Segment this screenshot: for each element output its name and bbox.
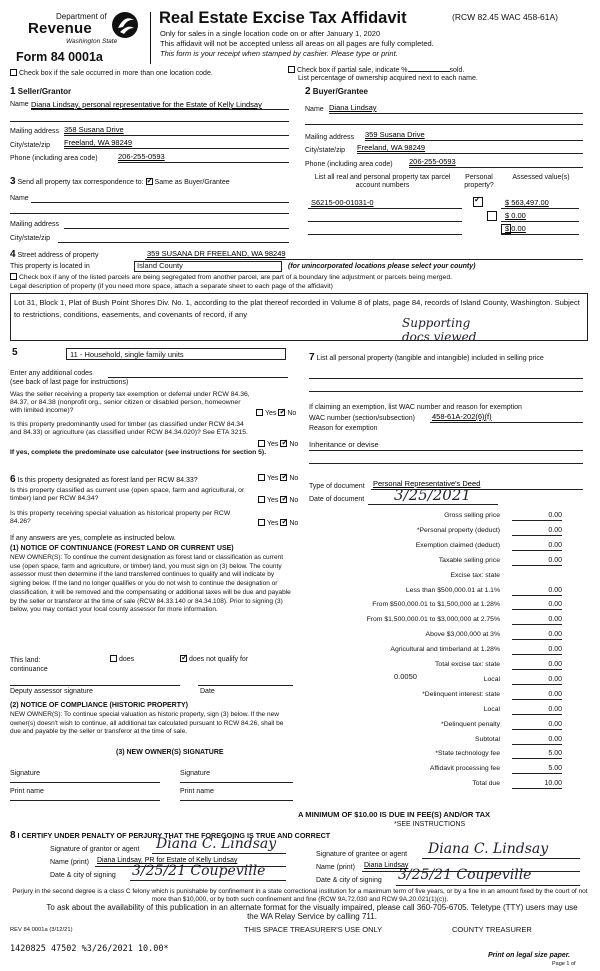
cashier-stamp: 1420825 47502 %3/26/2021 10.00* [10,944,169,954]
buyer-city-label: City/state/zip [305,147,346,154]
grantee-name-field[interactable]: Diana Lindsay [364,862,409,869]
exemption-yes-no[interactable]: Yes ✓ No [256,409,296,418]
same-as-buyer-checkbox[interactable] [146,178,153,185]
seller-city-field[interactable]: Freeland, WA 98249 [64,138,133,147]
exemption-yes-checkbox[interactable] [256,409,263,416]
document-type-label: Type of document [309,483,365,490]
section3-city-label: City/state/zip [10,235,51,242]
grantor-signature[interactable]: Diana C. Lindsay [156,836,277,852]
forest-yes-checkbox[interactable] [258,474,265,481]
section8-certify: 8 I CERTIFY UNDER PENALTY OF PERJURY THAT THE FOREGOING IS TRUE AND CORRECT [10,830,331,841]
tax-row-label: *Delinquent penalty [441,720,500,728]
grantor-date-city[interactable]: 3/25/21 Coupeville [132,863,266,879]
grantor-name-label: Name (print) [50,859,89,866]
reason-label: Reason for exemption [309,425,378,432]
personal-property-checkbox-2[interactable] [487,211,497,221]
tax-row-label: From $1,500,000.01 to $3,000,000 at 2.75% [366,616,500,624]
tax-row-value[interactable]: 0.00 [512,736,562,745]
section3-heading: 3 Send all property tax correspondence to: ✓ Same as Buyer/Grantee [10,176,230,188]
document-type-field[interactable]: Personal Representative's Deed [373,479,481,488]
grantee-name-label: Name (print) [316,864,355,871]
assessed-value-header: Assessed value(s) [512,174,570,181]
header-line-3: This form is your receipt when stamped by cashier. Please type or print. [160,49,398,58]
minimum-due-note: A MINIMUM OF $10.00 IS DUE IN FEE(S) AND/OR TAX [298,810,491,819]
new-owner-signature-title: (3) NEW OWNER(S) SIGNATURE [116,749,224,756]
seller-phone-label: Phone (including area code) [10,155,98,162]
notice-continuance-title: (1) NOTICE OF CONTINUANCE (FOREST LAND OR CURRENT USE) [10,545,234,552]
legal-description-label: Legal description of property (if you need more space, attach a separate sheet to each page of the affidavit) [10,283,333,290]
county-treasurer-label: COUNTY TREASURER [452,925,532,934]
forest-no-checkbox[interactable] [280,474,287,481]
tax-row-value[interactable]: 10.00 [512,780,562,789]
tax-row-label: Exemption claimed (deduct) [415,541,500,549]
tax-row [262,691,562,701]
reason-field[interactable]: Inheritance or devise [309,440,379,449]
historic-question: Is this property receiving special valuation as historical property per RCW 84.26? [10,510,231,525]
tax-row-value[interactable]: 0.00 [512,527,562,536]
land-does-option[interactable]: does [110,655,134,664]
deputy-date-label: Date [200,688,215,695]
county-select[interactable]: Island County [134,261,282,272]
grantor-name-field[interactable]: Diana Lindsay, PR for Estate of Kelly Lindsay [97,857,238,864]
tax-row-value[interactable]: 5.00 [512,765,562,774]
tax-row [262,706,562,716]
tax-row-label: *Delinquent interest: state [422,690,500,698]
section7-heading: 7 List all personal property (tangible and intangible) included in selling price [309,352,544,363]
owner-print-label-1: Print name [10,788,44,795]
tax-row-value[interactable]: 0.00 [512,676,562,685]
tax-row [262,542,562,552]
tax-row [262,721,562,731]
this-land-label: This land: continuance [10,657,48,673]
document-date-field[interactable]: 3/25/2021 [394,486,471,504]
tax-row-value[interactable]: 0.00 [512,706,562,715]
multi-location-check[interactable]: Check box if the sale occurred in more than one location code. [10,69,213,78]
tax-row-label: Taxable selling price [438,556,500,564]
header-divider [150,12,151,64]
header-line-1: Only for sales in a single location code on or after January 1, 2020 [160,29,381,38]
personal-property-header: Personal property? [464,174,494,190]
buyer-name-label: Name [305,106,324,113]
timber-no-checkbox[interactable] [280,440,287,447]
forest-yes-no[interactable]: Yes ✓ No [258,474,298,483]
tax-row [262,527,562,537]
exemption-no-checkbox[interactable] [278,409,285,416]
if-any-yes-note: If any answers are yes, complete as instructed below. [10,535,176,542]
dor-swirl-icon [110,10,140,40]
historic-yes-no[interactable]: Yes ✓ No [258,519,298,528]
tax-row-label: Excise tax: state [450,571,500,579]
wac-number-field[interactable]: 458-61A-202(6)(f) [432,412,492,421]
tax-row-value[interactable]: 0.00 [512,557,562,566]
form-number: Form 84 0001a [16,50,103,64]
legal-size-note: Print on legal size paper. [488,952,571,959]
tax-row-value[interactable]: 0.00 [512,587,562,596]
grantee-date-city[interactable]: 3/25/21 Coupeville [398,867,532,883]
tax-row-label: Above $3,000,000 at 3% [425,631,500,639]
tax-row-label: From $500,000.01 to $1,500,000 at 1.28% [372,601,500,609]
list-percentage-note: List percentage of ownership acquired next to each name. [298,75,478,82]
forest-land-question: 6 Is this property designated as forest land per RCW 84.33? [10,474,198,485]
seller-city-label: City/state/zip [10,142,51,149]
seller-phone-field[interactable]: 206-255-0593 [118,152,165,161]
tax-row [262,512,562,522]
assessed-value-1[interactable]: $ 563,497.00 [505,198,549,207]
notice-compliance-title: (2) NOTICE OF COMPLIANCE (HISTORIC PROPERTY) [10,702,188,709]
section4-street-label: 4 Street address of property [10,249,99,260]
see-back-note: (see back of last page for instructions) [10,379,129,386]
buyer-mailing-field[interactable]: 359 Susana Drive [365,130,425,139]
dor-state-text: Washington State [66,38,118,45]
timber-yes-no[interactable]: Yes ✓ No [258,440,298,449]
seller-name-label: Name [10,101,29,108]
located-in-label: This property is located in [10,263,90,270]
tax-row [262,601,562,611]
treasurer-use-label: THIS SPACE TREASURER'S USE ONLY [244,925,383,934]
current-use-yes-no[interactable]: Yes ✓ No [258,496,298,505]
rcw-citation: (RCW 82.45 WAC 458-61A) [452,12,558,22]
dor-logo [8,10,148,66]
buyer-phone-field[interactable]: 206-255-0593 [409,157,456,166]
land-does-not-option[interactable]: ✓ does not qualify for [180,655,248,664]
buyer-mailing-label: Mailing address [305,134,355,141]
accessibility-notice: To ask about the availability of this publication in an alternate format for the visually impaired, please call 360-705-6705. Teletype (TTY) users may use the WA Relay Service by calling 711. [46,903,578,921]
tax-row-value[interactable]: 0.00 [512,691,562,700]
additional-codes-label: Enter any additional codes [10,370,93,377]
assessed-value-3[interactable]: $ 0.00 [505,224,526,233]
owner-signature-label-1: Signature [10,770,40,777]
seller-name-field[interactable]: Diana Lindsay, personal representative for the Estate of Kelly Lindsay [31,100,262,109]
owner-print-label-2: Print name [180,788,214,795]
grantee-signature-label: Signature of grantee or agent [316,851,408,858]
tax-row-label: *Personal property (deduct) [416,526,500,534]
section1-heading: 1 Seller/Grantor [10,86,72,97]
personal-property-checkbox-1[interactable] [473,197,483,207]
partial-sale-check[interactable]: Check box if partial sale, indicate % sold. [288,66,464,75]
unincorporated-note: (for unincorporated locations please select your county) [288,263,476,270]
tax-row-value[interactable]: 0.00 [512,542,562,551]
segregated-check[interactable]: Check box if any of the listed parcels are being segregated from another parcel, are part of a boundary line adjustment or parcels being merged. [10,273,452,282]
tax-row-label: Gross selling price [444,512,500,519]
revision-label: REV 84 0001a (3/12/21) [10,927,73,933]
notice-compliance-text: NEW OWNER(S): To continue special valuation as historic property, sign (3) below. If the new owner(s) doesn't wish to continue, all additional tax calculated pursuant to RCW 84.26, shall be due and payable by the seller or transferor at the time of sale. [10,711,284,736]
predominate-use-note: If yes, complete the predominate use calculator (see instructions for section 5). [10,449,267,456]
tax-row-value[interactable]: 0.00 [512,646,562,655]
tax-row-label: Agricultural and timberland at 1.28% [390,646,500,654]
tax-row-value[interactable]: 0.00 [512,616,562,625]
grantor-signature-label: Signature of grantor or agent [50,846,140,853]
tax-row [262,736,562,746]
timber-yes-checkbox[interactable] [258,440,265,447]
use-code-select[interactable]: 11 - Household, single family units [66,348,286,360]
tax-row [262,765,562,775]
partial-sale-checkbox[interactable] [288,66,295,73]
section5-no: 5 [12,347,18,358]
parcel-number-1[interactable]: S6215-00-01031-0 [311,198,374,207]
timber-question: Is this property predominantly used for timber (as classified under RCW 84.34 and 84.33) or agriculture (as classified under RCW 84.34.020)? See ETA 3215. [10,421,248,436]
tax-row [262,572,562,582]
owner-signature-label-2: Signature [180,770,210,777]
land-does-checkbox[interactable] [110,655,117,662]
land-does-not-checkbox[interactable] [180,655,187,662]
seller-mailing-field[interactable]: 358 Susana Drive [64,125,124,134]
tax-row-value[interactable]: 0.00 [512,601,562,610]
tax-row-value[interactable]: 0.00 [512,631,562,640]
tax-row [262,616,562,626]
tax-row-label: Local [483,705,500,713]
tax-row-label: Total due [472,780,500,788]
section2-heading: 2 Buyer/Grantee [305,86,368,97]
header-line-2: This affidavit will not be accepted unless all areas on all pages are fully completed. [160,39,434,48]
tax-row-label: Local [483,675,500,683]
page-title: Real Estate Excise Tax Affidavit [159,9,407,27]
property-street-field[interactable]: 359 SUSANA DR FREELAND, WA 98249 [147,249,286,258]
grantee-signature[interactable]: Diana C. Lindsay [428,841,549,857]
notice-continuance-text: NEW OWNER(S): To continue the current designation as forest land or classification as current use (open space, farm and agriculture, or timber) land, you must sign on (3) below. The county assessor must then determine if the land transferred continues to qualify and will indicate by signing below. If the land no longer qualifies or you do not wish to continue the designation or classification, it will be removed and the compensating or additional taxes will be due and payable by the seller or transferor at the time of sale (RCW 84.33.140 or 84.34.108). Prior to signing (3) below, you may contact your local county assessor for more information. [10,554,291,614]
deputy-signature-label: Deputy assessor signature [10,688,93,695]
tax-row [262,780,562,790]
legal-description-box[interactable]: Lot 31, Block 1, Plat of Bush Point Shores Div. No. 1, according to the plat thereof recorded in Volume 8 of plats, page 84, records of Island County, Washington. Subject to restrictions, conditions, easements, and covenants of record, if any [10,293,588,341]
tax-row [262,557,562,567]
tax-row-label: Less than $500,000.01 at 1.1% [405,586,500,594]
current-use-no-checkbox[interactable] [280,496,287,503]
grantor-date-city-label: Date & city of signing [50,872,116,879]
multi-location-checkbox[interactable] [10,69,17,76]
tax-row [262,750,562,760]
tax-row-value[interactable]: 0.00 [512,661,562,670]
parcel-header: List all real and personal property tax parcel account numbers [314,174,451,190]
tax-row-label: *State technology fee [435,750,500,758]
page-number: Page 1 of [552,961,576,967]
document-date-label: Date of document [309,496,365,503]
tax-row-label: Subtotal [475,735,500,743]
section3-name-label: Name [10,195,29,202]
wac-number-label: WAC number (section/subsection) [309,415,415,422]
tax-row-label: Affidavit processing fee [429,765,500,773]
section3-mailing-label: Mailing address [10,221,60,228]
tax-row-label: Total excise tax: state [435,661,500,668]
local-rate-value: 0.0050 [394,672,417,681]
segregated-checkbox[interactable] [10,273,17,280]
handwritten-note: Supporting docs viewed [402,316,477,344]
grantee-date-city-label: Date & city of signing [316,877,382,884]
tax-row [262,646,562,656]
tax-row-value[interactable]: 0.00 [512,512,562,521]
seller-mailing-label: Mailing address [10,128,60,135]
dor-revenue-text: Revenue [28,20,92,37]
assessed-value-2[interactable]: $ 0.00 [505,211,526,220]
buyer-name-field[interactable]: Diana Lindsay [329,103,377,112]
perjury-notice: Perjury in the second degree is a class C felony which is punishable by confinement in a state correctional institution for a maximum term of five years, or by a fine in an amount fixed by the court of not more than $10,000, or by both such confinement and fine (RCW 9A.72.030 and RCW 9A.20.021(1)(c)). [12,888,588,903]
see-instructions-note: *SEE INSTRUCTIONS [394,821,466,828]
exemption-claim-label: If claiming an exemption, list WAC number and reason for exemption [309,404,522,411]
tax-row [262,661,562,671]
exemption-question: Was the seller receiving a property tax exemption or deferral under RCW 84.36, 84.37, or 84.38 (nonprofit org., senior citizen or disabled person, homeowner with limited income)? [10,391,250,414]
current-use-question: Is this property classified as current use (open space, farm and agricultural, or timber) land per RCW 84.34? [10,487,245,502]
tax-row-value[interactable]: 0.00 [512,721,562,730]
buyer-city-field[interactable]: Freeland, WA 98249 [357,143,426,152]
dor-dept-text: Department of [56,12,107,21]
tax-row-value[interactable]: 5.00 [512,750,562,759]
current-use-yes-checkbox[interactable] [258,496,265,503]
tax-row [262,587,562,597]
tax-row [262,631,562,641]
buyer-phone-label: Phone (including area code) [305,161,393,168]
